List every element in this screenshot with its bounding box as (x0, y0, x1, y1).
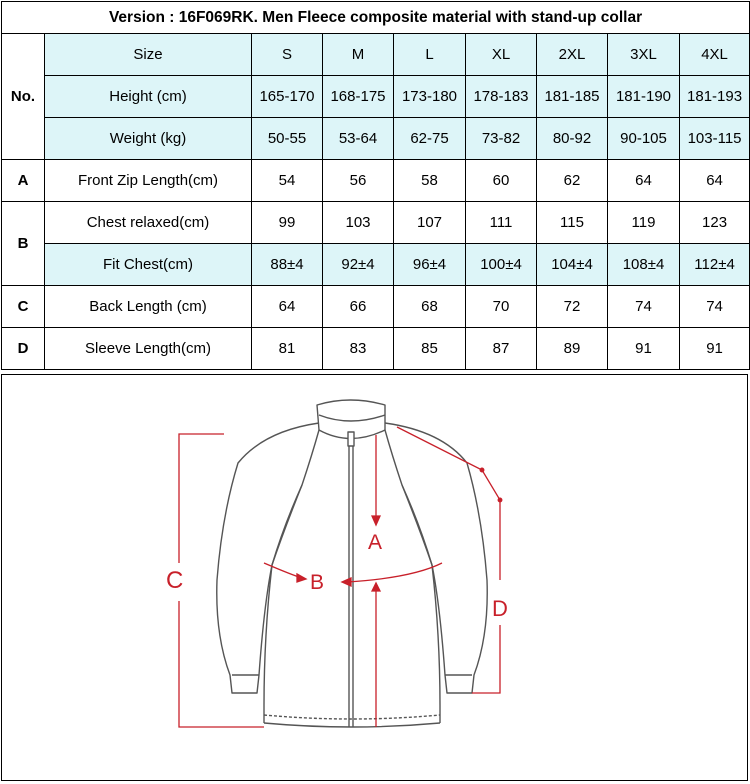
weight-cell: 103-115 (680, 118, 750, 160)
value-cell: 74 (608, 286, 680, 328)
size-cell: 3XL (608, 34, 680, 76)
value-cell: 56 (323, 160, 394, 202)
value-cell: 119 (608, 202, 680, 244)
weight-cell: 80-92 (537, 118, 608, 160)
height-cell: 178-183 (466, 76, 537, 118)
height-cell: 181-185 (537, 76, 608, 118)
value-cell: 89 (537, 328, 608, 370)
value-cell: 70 (466, 286, 537, 328)
height-cell: 173-180 (394, 76, 466, 118)
collar-seam (319, 415, 385, 421)
size-cell: L (394, 34, 466, 76)
size-cell: XL (466, 34, 537, 76)
jacket-outline (217, 400, 487, 727)
value-cell: 111 (466, 202, 537, 244)
size-cell: M (323, 34, 394, 76)
collar-back (317, 400, 385, 430)
label-b: B (310, 571, 325, 594)
value-cell: 64 (608, 160, 680, 202)
value-cell: 108±4 (608, 244, 680, 286)
value-cell: 104±4 (537, 244, 608, 286)
value-cell: 72 (537, 286, 608, 328)
row-label: Back Length (cm) (45, 286, 252, 328)
left-sleeve (217, 423, 319, 693)
value-cell: 62 (537, 160, 608, 202)
d-point-1 (480, 468, 484, 472)
jacket-diagram-panel (1, 374, 748, 781)
measurement-lines (179, 427, 502, 727)
height-label: Height (cm) (45, 76, 252, 118)
label-c: C (166, 567, 184, 594)
value-cell: 92±4 (323, 244, 394, 286)
row-label: Fit Chest(cm) (45, 244, 252, 286)
size-row (2, 34, 750, 76)
height-cell: 181-190 (608, 76, 680, 118)
value-cell: 68 (394, 286, 466, 328)
value-cell: 107 (394, 202, 466, 244)
height-row (2, 76, 750, 118)
value-cell: 87 (466, 328, 537, 370)
value-cell: 91 (680, 328, 750, 370)
a-arrow-icon (372, 516, 380, 525)
row-code: A (2, 160, 45, 202)
size-cell: 2XL (537, 34, 608, 76)
value-cell: 91 (608, 328, 680, 370)
height-cell: 165-170 (252, 76, 323, 118)
no-header: No. (2, 34, 45, 160)
weight-label: Weight (kg) (45, 118, 252, 160)
value-cell: 81 (252, 328, 323, 370)
value-cell: 83 (323, 328, 394, 370)
size-label: Size (45, 34, 252, 76)
weight-cell: 50-55 (252, 118, 323, 160)
size-table (1, 1, 750, 370)
size-cell: S (252, 34, 323, 76)
height-cell: 181-193 (680, 76, 750, 118)
value-cell: 112±4 (680, 244, 750, 286)
row-d (2, 328, 750, 370)
weight-cell: 90-105 (608, 118, 680, 160)
hem-stitch (264, 715, 440, 719)
value-cell: 123 (680, 202, 750, 244)
size-cell: 4XL (680, 34, 750, 76)
height-cell: 168-175 (323, 76, 394, 118)
chart-title: Version : 16F069RK. Men Fleece composite material with stand-up collar (2, 2, 750, 34)
value-cell: 85 (394, 328, 466, 370)
weight-cell: 73-82 (466, 118, 537, 160)
jacket-diagram (2, 375, 747, 780)
d-point-2 (498, 498, 502, 502)
row-label: Sleeve Length(cm) (45, 328, 252, 370)
value-cell: 54 (252, 160, 323, 202)
c-bracket-bottom (179, 601, 264, 727)
d-line-bottom (472, 625, 500, 693)
value-cell: 64 (252, 286, 323, 328)
label-a: A (368, 531, 383, 554)
b-right-curve (347, 563, 442, 582)
value-cell: 103 (323, 202, 394, 244)
value-cell: 99 (252, 202, 323, 244)
weight-cell: 62-75 (394, 118, 466, 160)
body-arrow-icon (372, 583, 380, 591)
value-cell: 64 (680, 160, 750, 202)
weight-row (2, 118, 750, 160)
row-code: B (2, 202, 45, 286)
value-cell: 74 (680, 286, 750, 328)
zipper-pull-icon (348, 432, 354, 446)
value-cell: 88±4 (252, 244, 323, 286)
row-b-relaxed (2, 202, 750, 244)
row-label: Chest relaxed(cm) (45, 202, 252, 244)
value-cell: 60 (466, 160, 537, 202)
hem-top (264, 723, 440, 727)
value-cell: 66 (323, 286, 394, 328)
label-d: D (492, 596, 508, 621)
value-cell: 58 (394, 160, 466, 202)
value-cell: 96±4 (394, 244, 466, 286)
b-left-arrow-icon (297, 574, 306, 582)
row-code: C (2, 286, 45, 328)
row-c (2, 286, 750, 328)
row-b-fit (2, 244, 750, 286)
weight-cell: 53-64 (323, 118, 394, 160)
row-a (2, 160, 750, 202)
value-cell: 115 (537, 202, 608, 244)
c-bracket-top (179, 434, 224, 563)
b-right-arrow-icon (342, 578, 351, 586)
value-cell: 100±4 (466, 244, 537, 286)
right-sleeve (385, 423, 487, 693)
row-label: Front Zip Length(cm) (45, 160, 252, 202)
row-code: D (2, 328, 45, 370)
